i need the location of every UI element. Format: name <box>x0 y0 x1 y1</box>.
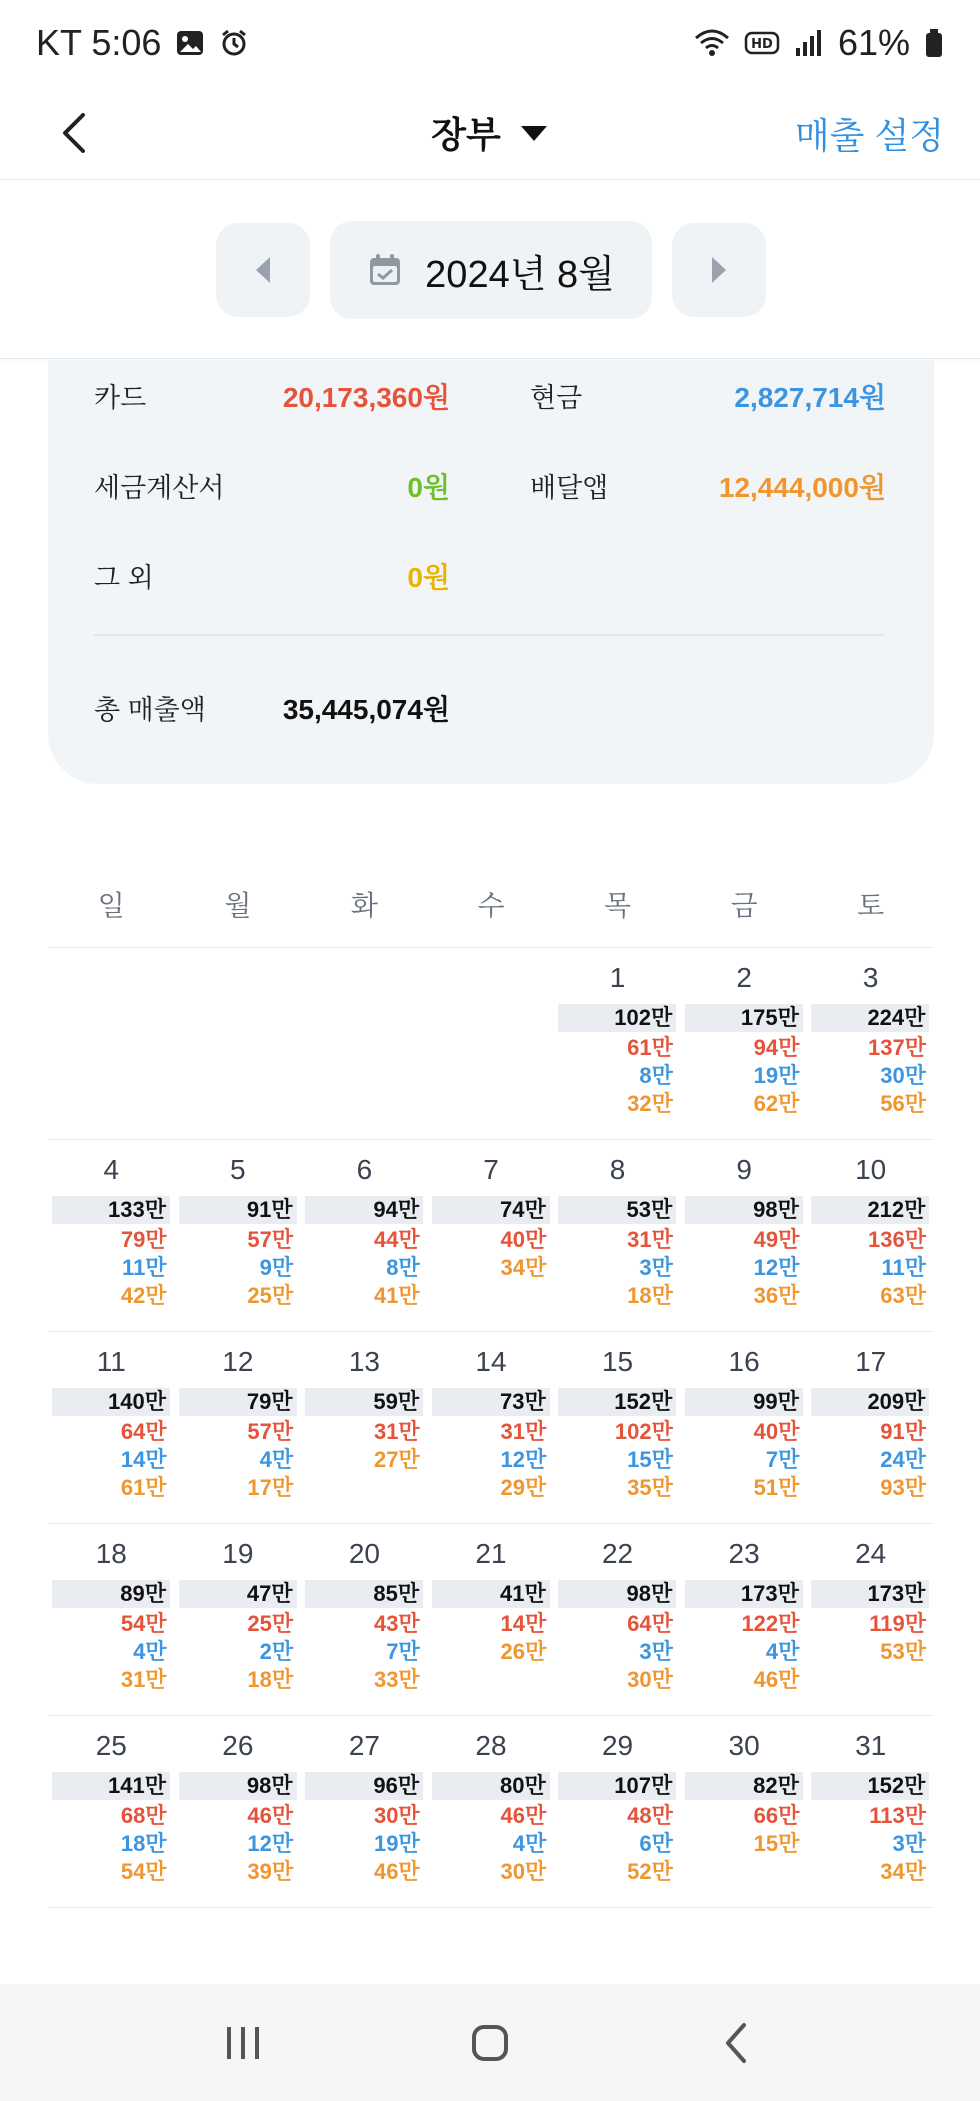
day-card-sales: 113만 <box>869 1803 926 1828</box>
day-total-sales: 89만 <box>52 1580 170 1608</box>
delivery-app-value: 12,444,000원 <box>718 472 886 503</box>
triangle-right-icon <box>708 255 730 285</box>
day-total-sales: 140만 <box>52 1388 170 1416</box>
carrier-time: KT 5:06 <box>36 22 162 63</box>
calendar-icon <box>367 252 403 288</box>
day-total-sales: 91만 <box>179 1196 297 1224</box>
page-title: 장부 <box>431 114 501 155</box>
calendar-day-cell[interactable] <box>681 1716 808 1908</box>
calendar-day-cell[interactable] <box>807 1140 934 1332</box>
day-card-sales: 43만 <box>373 1611 420 1636</box>
day-card-sales: 119만 <box>869 1611 926 1636</box>
day-total-sales: 74만 <box>432 1196 550 1224</box>
day-cash-sales: 26만 <box>500 1639 547 1664</box>
day-delivery-sales: 18만 <box>627 1283 673 1308</box>
calendar-day-cell[interactable] <box>428 1716 555 1908</box>
day-number: 22 <box>601 1538 634 1569</box>
day-card-sales: 94만 <box>753 1035 800 1060</box>
day-delivery-sales: 34만 <box>880 1859 926 1884</box>
cash-label: 현금 <box>530 383 583 413</box>
day-number: 31 <box>855 1730 887 1761</box>
calendar-day-cell[interactable] <box>48 1716 175 1908</box>
day-total-sales: 224만 <box>811 1004 929 1032</box>
day-card-sales: 31만 <box>500 1419 547 1444</box>
day-cash-sales: 6만 <box>639 1831 673 1856</box>
day-total-sales: 152만 <box>558 1388 676 1416</box>
calendar-day-cell[interactable] <box>807 1524 934 1716</box>
day-card-sales: 30만 <box>373 1803 420 1828</box>
day-delivery-sales: 46만 <box>373 1859 420 1884</box>
battery-icon <box>924 28 944 58</box>
total-sales-value: 35,445,074원 <box>282 694 450 725</box>
day-cash-sales: 8만 <box>639 1063 673 1088</box>
day-card-sales: 137만 <box>868 1035 926 1060</box>
other-value: 0원 <box>407 562 450 593</box>
prev-month-button[interactable] <box>216 223 310 317</box>
weekday-tue: 화 <box>350 890 378 921</box>
tax-invoice-label: 세금계산서 <box>94 473 225 503</box>
calendar-day-cell[interactable] <box>807 1332 934 1524</box>
day-card-sales: 57만 <box>247 1227 294 1252</box>
calendar-day-cell[interactable] <box>554 1524 681 1716</box>
day-card-sales: 44만 <box>373 1227 420 1252</box>
app-header <box>0 86 980 180</box>
weekday-header <box>48 870 934 948</box>
system-nav-bar <box>0 1984 980 2101</box>
calendar-day-cell[interactable] <box>807 948 934 1140</box>
day-card-sales: 40만 <box>753 1419 800 1444</box>
day-number: 11 <box>96 1346 126 1377</box>
day-number: 26 <box>222 1730 254 1761</box>
day-card-sales: 54만 <box>120 1611 167 1636</box>
total-sales-label: 총 매출액 <box>94 695 206 725</box>
day-card-sales: 49만 <box>753 1227 800 1252</box>
day-card-sales: 14만 <box>500 1611 547 1636</box>
day-cash-sales: 7만 <box>765 1447 800 1472</box>
calendar-day-cell[interactable] <box>48 1524 175 1716</box>
day-number: 4 <box>103 1154 120 1185</box>
day-cash-sales: 53만 <box>880 1639 926 1664</box>
calendar-day-cell[interactable] <box>48 1140 175 1332</box>
day-total-sales: 209만 <box>811 1388 929 1416</box>
calendar-day-cell[interactable] <box>681 1332 808 1524</box>
day-number: 14 <box>475 1346 507 1377</box>
day-total-sales: 94만 <box>305 1196 423 1224</box>
day-card-sales: 122만 <box>741 1611 800 1636</box>
back-button[interactable] <box>44 100 104 166</box>
calendar-day-cell[interactable] <box>175 1140 302 1332</box>
calendar-day-cell[interactable] <box>681 1140 808 1332</box>
weekday-wed: 수 <box>477 890 505 921</box>
day-cash-sales: 11만 <box>881 1255 926 1280</box>
day-cash-sales: 27만 <box>373 1447 420 1472</box>
day-cash-sales: 2만 <box>259 1639 294 1664</box>
day-delivery-sales: 39만 <box>247 1859 294 1884</box>
day-number: 8 <box>609 1154 626 1185</box>
day-delivery-sales: 35만 <box>627 1475 673 1500</box>
weekday-sat: 토 <box>857 890 885 921</box>
calendar-week-row <box>48 1140 934 1332</box>
day-cash-sales: 4만 <box>259 1447 294 1472</box>
day-cash-sales: 12만 <box>753 1255 800 1280</box>
ledger-title-dropdown[interactable] <box>431 107 549 158</box>
day-delivery-sales: 62만 <box>753 1091 800 1116</box>
day-card-sales: 31만 <box>373 1419 420 1444</box>
day-total-sales: 173만 <box>685 1580 803 1608</box>
cash-value: 2,827,714원 <box>734 382 886 413</box>
other-label: 그 외 <box>94 563 154 593</box>
calendar-day-cell[interactable] <box>301 1716 428 1908</box>
calendar-day-cell[interactable] <box>48 1332 175 1524</box>
day-cash-sales: 30만 <box>880 1063 926 1088</box>
day-delivery-sales: 51만 <box>753 1475 800 1500</box>
status-bar <box>0 0 980 86</box>
day-delivery-sales: 56만 <box>880 1091 926 1116</box>
day-card-sales: 79만 <box>120 1227 167 1252</box>
weekday-fri: 금 <box>730 890 758 921</box>
next-month-button[interactable] <box>672 223 766 317</box>
day-delivery-sales: 18만 <box>247 1667 294 1692</box>
day-number: 16 <box>728 1346 760 1377</box>
day-cash-sales: 3만 <box>639 1639 673 1664</box>
day-cash-sales: 14만 <box>120 1447 167 1472</box>
day-number: 10 <box>855 1154 887 1185</box>
calendar-day-cell[interactable] <box>301 1524 428 1716</box>
day-card-sales: 48만 <box>627 1803 673 1828</box>
day-card-sales: 57만 <box>247 1419 294 1444</box>
calendar-day-cell[interactable] <box>301 1332 428 1524</box>
card-label: 카드 <box>94 383 147 413</box>
day-cash-sales: 15만 <box>627 1447 673 1472</box>
day-total-sales: 96만 <box>305 1772 423 1800</box>
day-card-sales: 68만 <box>120 1803 167 1828</box>
calendar-day-cell[interactable] <box>681 1524 808 1716</box>
weekday-sun: 일 <box>97 890 125 921</box>
day-delivery-sales: 33만 <box>373 1667 420 1692</box>
day-total-sales: 47만 <box>179 1580 297 1608</box>
day-total-sales: 79만 <box>179 1388 297 1416</box>
day-total-sales: 152만 <box>811 1772 929 1800</box>
weekday-thu: 목 <box>604 890 632 921</box>
month-picker[interactable] <box>330 221 652 319</box>
recents-button[interactable] <box>198 1998 288 2088</box>
calendar-day-cell[interactable] <box>175 1332 302 1524</box>
day-delivery-sales: 63만 <box>880 1283 926 1308</box>
day-number: 28 <box>475 1730 507 1761</box>
wifi-icon <box>694 28 730 58</box>
back-icon <box>722 2021 752 2065</box>
day-total-sales: 175만 <box>685 1004 803 1032</box>
calendar-week-row <box>48 1332 934 1524</box>
day-total-sales: 85만 <box>305 1580 423 1608</box>
month-selector <box>0 181 980 359</box>
day-cash-sales: 7만 <box>386 1639 420 1664</box>
calendar-day-cell[interactable] <box>428 1524 555 1716</box>
day-number: 13 <box>348 1346 380 1377</box>
calendar-day-cell[interactable] <box>175 1716 302 1908</box>
caret-down-icon <box>519 123 549 143</box>
day-cash-sales: 11만 <box>122 1255 167 1280</box>
calendar-day-cell[interactable] <box>301 1140 428 1332</box>
calendar-day-cell[interactable] <box>175 1524 302 1716</box>
summary-divider <box>94 634 884 636</box>
calendar-grid <box>48 948 934 1908</box>
status-right <box>694 22 944 64</box>
day-total-sales: 98만 <box>558 1580 676 1608</box>
day-total-sales: 212만 <box>811 1196 929 1224</box>
day-card-sales: 61만 <box>627 1035 673 1060</box>
day-number: 20 <box>348 1538 380 1569</box>
day-total-sales: 99만 <box>685 1388 803 1416</box>
day-total-sales: 53만 <box>558 1196 676 1224</box>
day-card-sales: 31만 <box>627 1227 673 1252</box>
tax-invoice-value: 0원 <box>407 472 450 503</box>
day-number: 3 <box>862 962 879 993</box>
day-delivery-sales: 93만 <box>880 1475 926 1500</box>
day-cash-sales: 19만 <box>373 1831 420 1856</box>
day-card-sales: 91만 <box>880 1419 926 1444</box>
hd-icon <box>744 28 780 58</box>
day-cash-sales: 12만 <box>500 1447 547 1472</box>
day-cash-sales: 9만 <box>259 1255 294 1280</box>
day-number: 12 <box>222 1346 254 1377</box>
day-delivery-sales: 41만 <box>373 1283 420 1308</box>
day-card-sales: 136만 <box>868 1227 926 1252</box>
month-label: 2024년 8월 <box>425 253 615 296</box>
day-total-sales: 73만 <box>432 1388 550 1416</box>
day-number: 27 <box>348 1730 380 1761</box>
day-cash-sales: 4만 <box>133 1639 167 1664</box>
delivery-app-label: 배달앱 <box>530 473 609 503</box>
day-total-sales: 98만 <box>685 1196 803 1224</box>
day-delivery-sales: 36만 <box>753 1283 800 1308</box>
day-total-sales: 173만 <box>811 1580 929 1608</box>
triangle-left-icon <box>252 255 274 285</box>
card-value: 20,173,360원 <box>282 382 450 413</box>
day-number: 9 <box>736 1154 752 1185</box>
day-cash-sales: 18만 <box>120 1831 167 1856</box>
day-delivery-sales: 30만 <box>627 1667 673 1692</box>
calendar-day-cell[interactable] <box>428 1140 555 1332</box>
day-delivery-sales: 29만 <box>500 1475 547 1500</box>
day-card-sales: 66만 <box>753 1803 800 1828</box>
day-delivery-sales: 54만 <box>120 1859 167 1884</box>
day-delivery-sales: 30만 <box>500 1859 547 1884</box>
chevron-left-icon <box>59 111 89 155</box>
day-cash-sales: 4만 <box>765 1639 800 1664</box>
day-total-sales: 98만 <box>179 1772 297 1800</box>
day-number: 1 <box>609 962 626 993</box>
weekday-mon: 월 <box>224 890 252 921</box>
day-number: 17 <box>855 1346 887 1377</box>
day-number: 6 <box>356 1154 373 1185</box>
day-card-sales: 64만 <box>627 1611 673 1636</box>
day-number: 5 <box>230 1154 246 1185</box>
calendar-day-cell[interactable] <box>554 1140 681 1332</box>
calendar-day-cell[interactable] <box>807 1716 934 1908</box>
day-total-sales: 59만 <box>305 1388 423 1416</box>
day-total-sales: 82만 <box>685 1772 803 1800</box>
day-cash-sales: 19만 <box>753 1063 800 1088</box>
day-card-sales: 46만 <box>500 1803 547 1828</box>
day-delivery-sales: 25만 <box>247 1283 294 1308</box>
day-number: 25 <box>95 1730 127 1761</box>
home-icon <box>468 2021 512 2065</box>
calendar-week-row <box>48 948 934 1140</box>
day-number: 15 <box>601 1346 634 1377</box>
day-card-sales: 102만 <box>614 1419 673 1444</box>
nav-back-button[interactable] <box>692 1998 782 2088</box>
day-cash-sales: 24만 <box>880 1447 926 1472</box>
day-delivery-sales: 46만 <box>753 1667 800 1692</box>
day-card-sales: 40만 <box>500 1227 547 1252</box>
signal-icon <box>794 28 824 58</box>
calendar-day-cell[interactable] <box>428 1332 555 1524</box>
status-left <box>36 22 249 64</box>
day-number: 21 <box>475 1538 507 1569</box>
day-total-sales: 141만 <box>52 1772 170 1800</box>
calendar-day-cell[interactable] <box>681 948 808 1140</box>
svg-text:HD: HD <box>751 37 773 52</box>
home-button[interactable] <box>445 1998 535 2088</box>
day-card-sales: 25만 <box>247 1611 294 1636</box>
alarm-icon <box>219 28 249 58</box>
day-number: 24 <box>855 1538 887 1569</box>
day-cash-sales: 34만 <box>500 1255 547 1280</box>
day-number: 7 <box>483 1154 499 1185</box>
day-card-sales: 46만 <box>247 1803 294 1828</box>
day-number: 29 <box>601 1730 634 1761</box>
day-cash-sales: 3만 <box>892 1831 926 1856</box>
day-cash-sales: 12만 <box>247 1831 294 1856</box>
day-delivery-sales: 42만 <box>120 1283 167 1308</box>
calendar-day-cell[interactable] <box>554 948 681 1140</box>
day-cash-sales: 15만 <box>753 1831 800 1856</box>
calendar-day-cell[interactable] <box>554 1716 681 1908</box>
day-delivery-sales: 61만 <box>120 1475 167 1500</box>
day-card-sales: 64만 <box>120 1419 167 1444</box>
battery-percent: 61% <box>837 22 910 63</box>
day-total-sales: 41만 <box>432 1580 550 1608</box>
day-number: 2 <box>736 962 752 993</box>
sales-summary-card <box>48 360 934 784</box>
day-total-sales: 102만 <box>558 1004 676 1032</box>
day-number: 30 <box>728 1730 760 1761</box>
day-delivery-sales: 32만 <box>627 1091 673 1116</box>
day-number: 23 <box>728 1538 760 1569</box>
recents-icon <box>221 2023 265 2063</box>
calendar-week-row <box>48 1716 934 1908</box>
day-number: 18 <box>95 1538 127 1569</box>
calendar-week-row <box>48 1524 934 1716</box>
day-delivery-sales: 17만 <box>247 1475 294 1500</box>
calendar-day-cell[interactable] <box>554 1332 681 1524</box>
image-icon <box>175 28 205 58</box>
day-total-sales: 80만 <box>432 1772 550 1800</box>
day-cash-sales: 8만 <box>386 1255 420 1280</box>
day-cash-sales: 3만 <box>639 1255 673 1280</box>
day-total-sales: 133만 <box>52 1196 170 1224</box>
day-delivery-sales: 52만 <box>627 1859 673 1884</box>
day-number: 19 <box>222 1538 254 1569</box>
sales-settings-button[interactable]: 매출 설정 <box>794 115 944 156</box>
day-total-sales: 107만 <box>558 1772 676 1800</box>
day-delivery-sales: 31만 <box>120 1667 167 1692</box>
day-cash-sales: 4만 <box>512 1831 547 1856</box>
